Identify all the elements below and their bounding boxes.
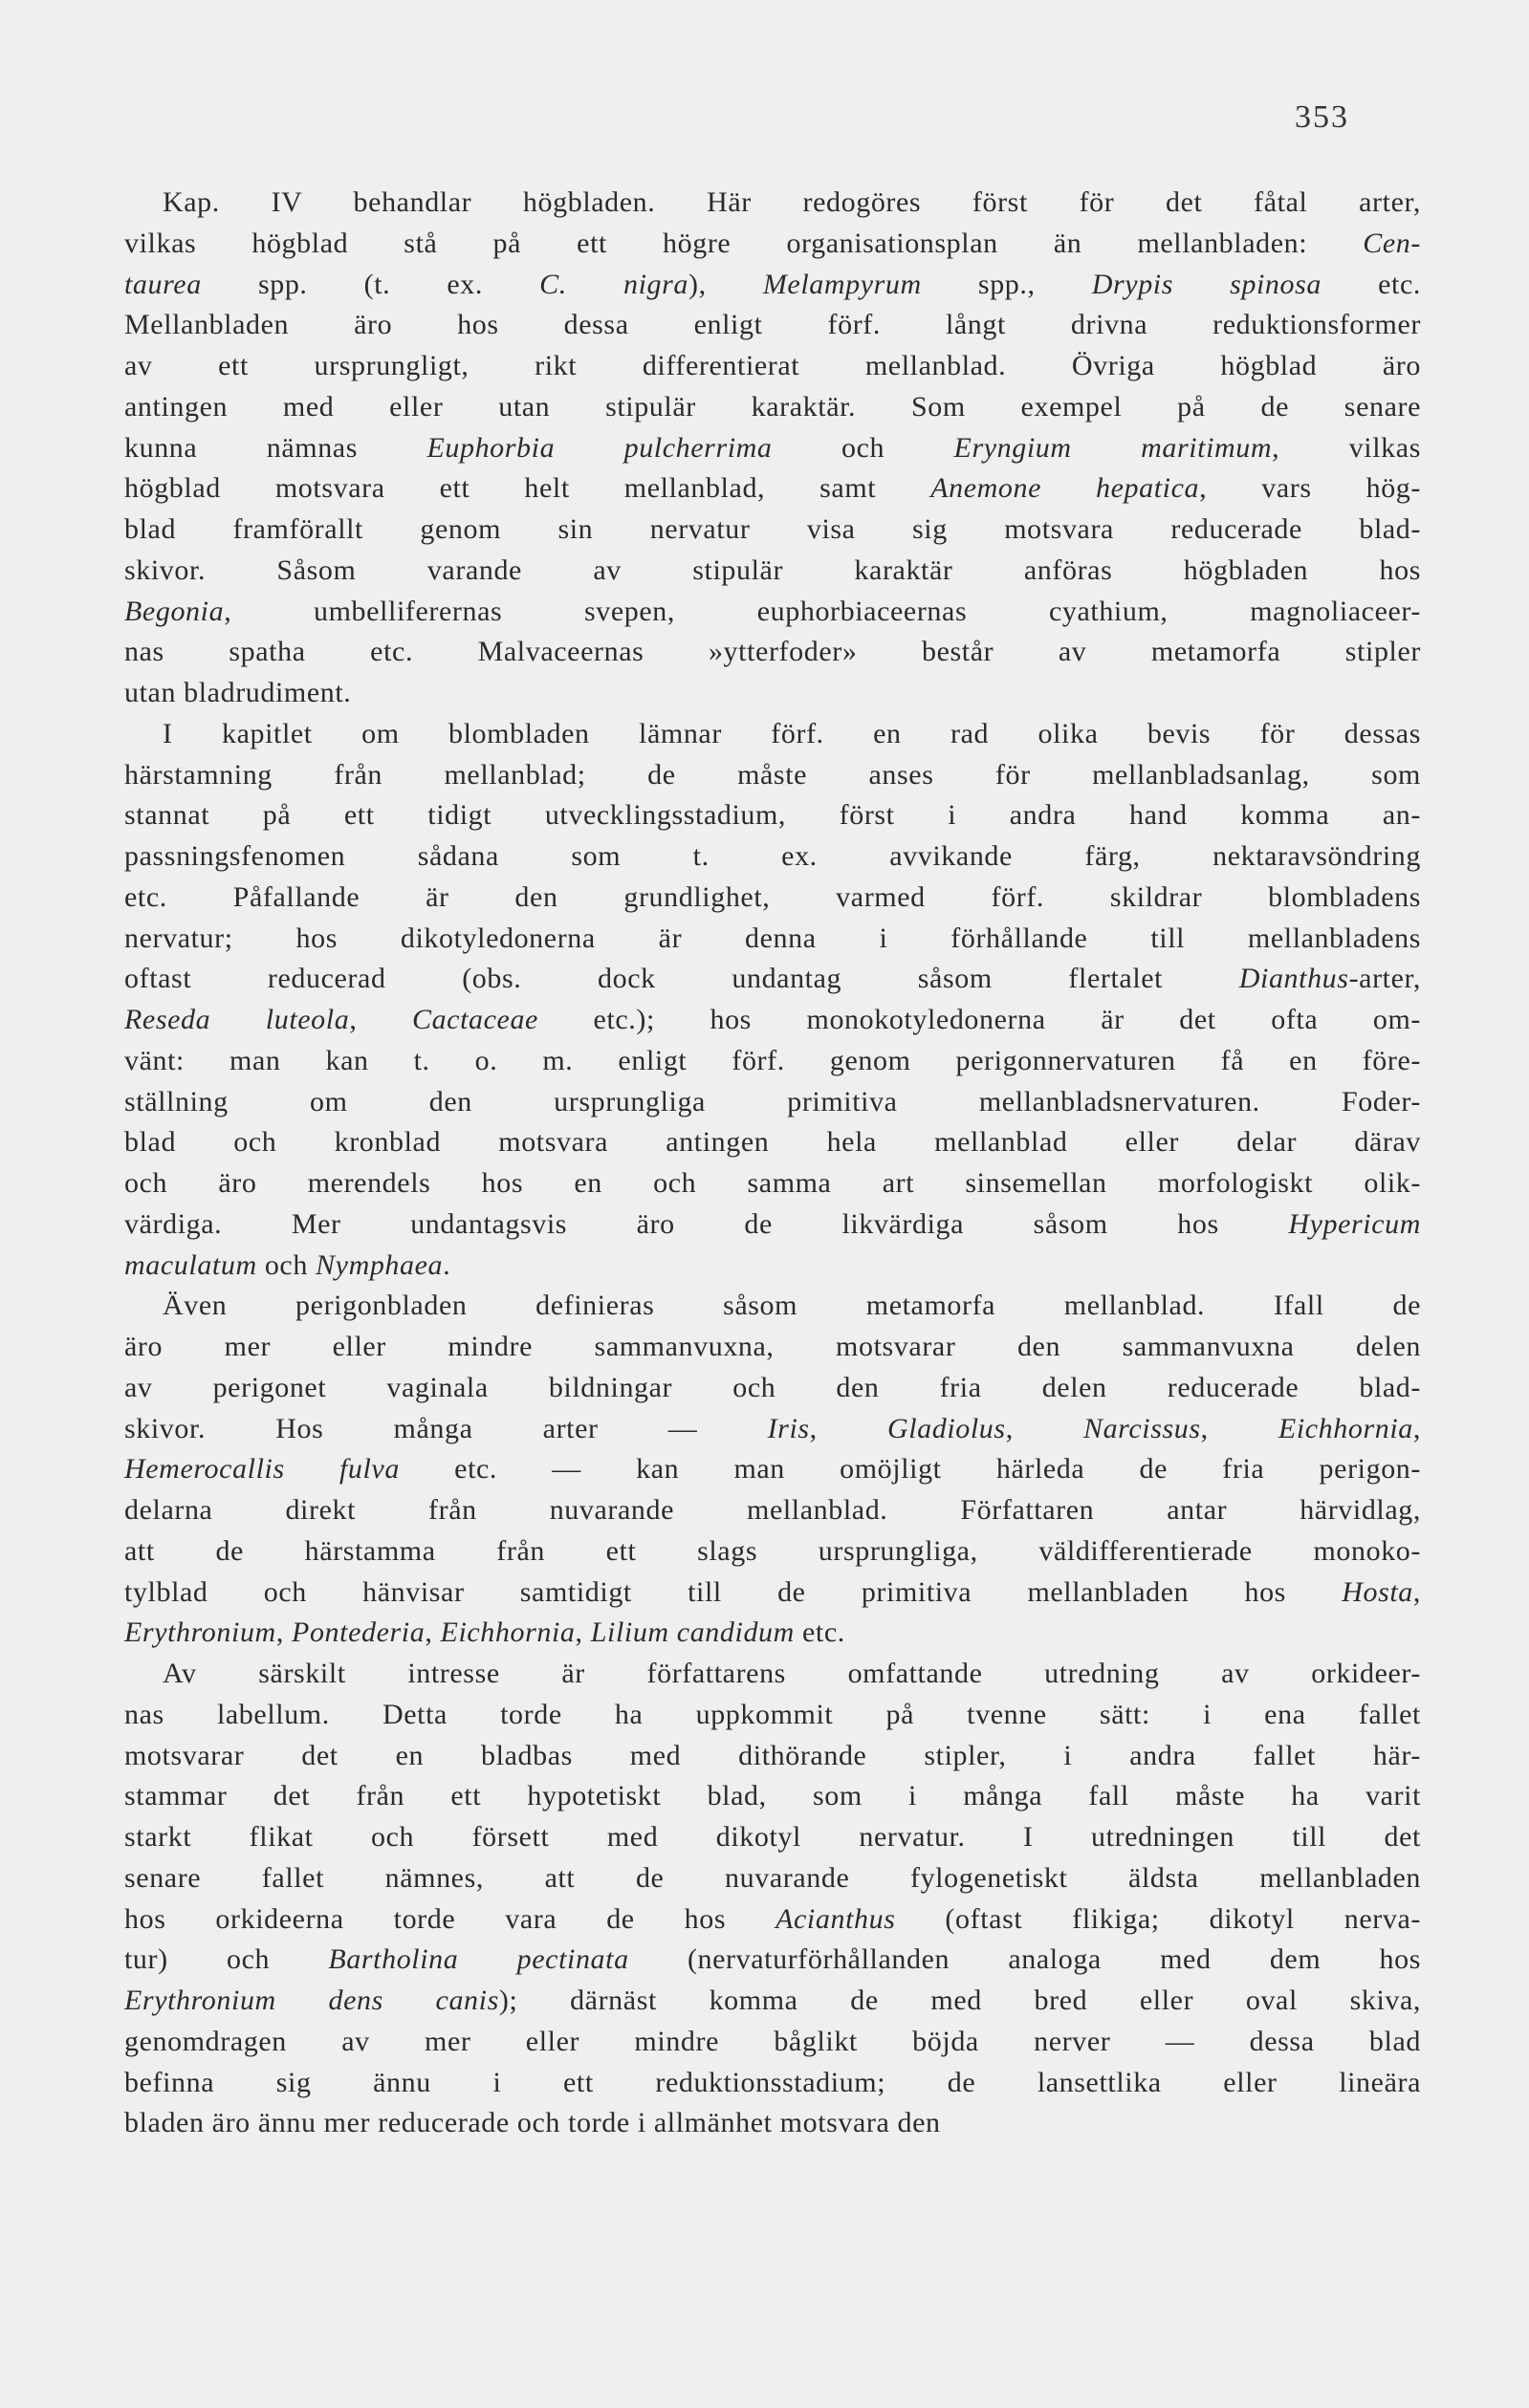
italic-text: Eichhornia xyxy=(440,1616,576,1649)
text-run: , xyxy=(1412,1575,1421,1608)
text-run: antingen med eller utan stipulär karaktär. Som exempel på de senare xyxy=(124,390,1421,423)
text-line xyxy=(124,1000,1421,1041)
text-run: högblad motsvara ett helt mellanblad, samt xyxy=(124,472,931,505)
text-line xyxy=(124,1449,1421,1490)
text-run: , vilkas xyxy=(1272,431,1421,464)
text-run: Kap. IV behandlar högbladen. Här redogöres först för det fåtal arter, xyxy=(163,186,1421,218)
text-line xyxy=(124,1695,1421,1736)
text-run: genomdragen av mer eller mindre båglikt böjda nerver — dessa blad xyxy=(124,2025,1421,2057)
italic-text: Cactaceae xyxy=(411,1004,538,1035)
italic-text: Melampyrum xyxy=(762,268,922,300)
text-line xyxy=(124,1858,1421,1899)
text-line xyxy=(124,795,1421,836)
text-run: starkt flikat och försett med dikotyl nervatur. I utredningen till det xyxy=(124,1821,1421,1853)
italic-text: Hosta xyxy=(1342,1575,1413,1608)
text-run: , xyxy=(1412,1412,1422,1444)
text-run: ); därnäst komma de med bred eller oval skiva, xyxy=(498,1985,1421,2016)
text-run: utan bladrudiment. xyxy=(124,677,352,708)
italic-text: Erythronium xyxy=(124,1616,276,1649)
text-run: och xyxy=(256,1248,317,1281)
text-run: värdiga. Mer undantagsvis äro de likvärdiga såsom hos xyxy=(124,1207,1289,1240)
text-line xyxy=(124,2063,1421,2104)
italic-text: C. nigra xyxy=(539,268,688,300)
text-run: bladen äro ännu mer reducerade och torde i allmänhet motsvara den xyxy=(124,2107,941,2139)
text-run: ställning om den ursprungliga primitiva mellanbladsnervaturen. Foder- xyxy=(124,1085,1421,1117)
text-line xyxy=(124,755,1421,796)
text-line xyxy=(124,632,1421,673)
italic-text: Begonia xyxy=(124,595,225,627)
text-line xyxy=(124,224,1421,265)
italic-text: Hypericum xyxy=(1288,1207,1421,1240)
text-line xyxy=(124,1940,1421,1981)
text-run: delarna direkt från nuvarande mellanblad. Författaren antar härvidlag, xyxy=(124,1494,1421,1526)
italic-text: Hemerocallis fulva xyxy=(124,1453,400,1486)
italic-text: Eryngium maritimum xyxy=(953,431,1273,464)
text-run: , xyxy=(425,1616,441,1649)
text-run: nas labellum. Detta torde ha uppkommit på tvenne sätt: i ena fallet xyxy=(124,1698,1421,1730)
text-line xyxy=(124,2022,1421,2063)
italic-text: Iris xyxy=(767,1412,810,1444)
text-run: blad framförallt genom sin nervatur visa sig motsvara reducerade blad- xyxy=(124,513,1421,545)
text-run: , xyxy=(1005,1412,1083,1444)
text-line xyxy=(124,1041,1421,1082)
text-run: äro mer eller mindre sammanvuxna, motsvarar den sammanvuxna delen xyxy=(124,1331,1421,1362)
text-line xyxy=(124,1082,1421,1123)
text-line xyxy=(124,1327,1421,1368)
text-run: nervatur; hos dikotyledonerna är denna i förhållande till mellanbladens xyxy=(124,922,1421,954)
text-run: I kapitlet om blombladen lämnar förf. en rad olika bevis för dessas xyxy=(163,717,1421,749)
text-run: befinna sig ännu i ett reduktionsstadium; de lansettlika eller lineära xyxy=(124,2066,1421,2098)
text-run: av ett ursprungligt, rikt differentierat mellanblad. Övriga högblad äro xyxy=(124,350,1421,381)
italic-text: maculatum xyxy=(124,1248,257,1281)
page-number: 353 xyxy=(1295,99,1349,135)
italic-text: Gladiolus xyxy=(886,1412,1006,1444)
text-run: tur) och xyxy=(124,1943,329,1976)
italic-text: Acianthus xyxy=(775,1902,896,1935)
text-line xyxy=(124,1817,1421,1858)
text-line xyxy=(124,468,1421,510)
italic-text: Reseda luteola xyxy=(124,1004,350,1035)
text-run: och xyxy=(772,431,954,464)
text-run: , xyxy=(349,1004,412,1035)
text-run: etc. Påfallande är den grundlighet, varmed förf. skildrar blombladens xyxy=(124,880,1421,913)
text-line xyxy=(124,1204,1421,1246)
text-run: , umbelliferernas svepen, euphorbiaceernas cyathium, magnoliaceer- xyxy=(224,595,1421,627)
text-line xyxy=(124,592,1421,633)
text-run: och äro merendels hos en och samma art sinsemellan morfologiskt olik- xyxy=(124,1167,1421,1199)
text-run: , xyxy=(809,1412,887,1444)
text-run: härstamning från mellanblad; de måste anses för mellanbladsanlag, som xyxy=(124,758,1421,791)
text-run: hos orkideerna torde vara de hos xyxy=(124,1902,776,1935)
text-line xyxy=(124,1490,1421,1531)
italic-text: Erythronium dens canis xyxy=(124,1985,499,2016)
paragraph xyxy=(124,1654,1421,2144)
text-line xyxy=(124,265,1421,306)
text-run: senare fallet nämnes, att de nuvarande fylogenetiskt äldsta mellanbladen xyxy=(124,1861,1421,1894)
paragraph xyxy=(124,183,1421,714)
text-run: vänt: man kan t. o. m. enligt förf. genom perigonnervaturen få en före- xyxy=(124,1044,1421,1076)
text-line xyxy=(124,1246,1421,1287)
text-run: av perigonet vaginala bildningar och den fria delen reducerade blad- xyxy=(124,1371,1421,1403)
text-run: skivor. Såsom varande av stipulär karaktär anföras högbladen hos xyxy=(124,553,1421,586)
text-run: tylblad och hänvisar samtidigt till de primitiva mellanbladen hos xyxy=(124,1575,1343,1608)
text-run: etc. — kan man omöjligt härleda de fria perigon- xyxy=(399,1453,1421,1486)
text-line xyxy=(124,836,1421,878)
text-line xyxy=(124,1122,1421,1163)
text-run: Mellanbladen äro hos dessa enligt förf. långt drivna reduktionsformer xyxy=(124,309,1421,341)
text-run: motsvarar det en bladbas med dithörande stipler, i andra fallet här- xyxy=(124,1739,1421,1771)
text-run: , vars hög- xyxy=(1199,472,1421,505)
italic-text: Lilium candidum xyxy=(590,1616,795,1649)
text-line xyxy=(124,183,1421,224)
body-text xyxy=(124,183,1421,2144)
text-run: , xyxy=(275,1616,293,1649)
text-run: . xyxy=(443,1248,451,1281)
text-line xyxy=(124,428,1421,469)
text-line xyxy=(124,714,1421,755)
text-run: stammar det från ett hypotetiskt blad, som i många fall måste ha varit xyxy=(124,1780,1421,1812)
text-run: oftast reducerad (obs. dock undantag såsom flertalet xyxy=(124,963,1239,995)
text-run: Även perigonbladen definieras såsom metamorfa mellanblad. Ifall de xyxy=(163,1290,1421,1322)
text-line xyxy=(124,346,1421,387)
text-line xyxy=(124,551,1421,592)
text-run: spp. (t. ex. xyxy=(201,268,540,300)
italic-text: taurea xyxy=(124,268,202,300)
text-run: ), xyxy=(688,268,763,300)
text-line xyxy=(124,1736,1421,1777)
paragraph xyxy=(124,1286,1421,1654)
text-line xyxy=(124,1409,1421,1450)
text-run: , xyxy=(575,1616,591,1649)
text-line xyxy=(124,1286,1421,1327)
text-run: etc. xyxy=(1321,268,1422,300)
text-run: etc.); hos monokotyledonerna är det ofta om- xyxy=(537,1004,1421,1035)
text-line xyxy=(124,1899,1421,1941)
text-run: spp., xyxy=(921,268,1092,300)
italic-text: Eichhornia xyxy=(1278,1412,1413,1444)
paragraph xyxy=(124,714,1421,1287)
text-line xyxy=(124,305,1421,346)
text-line xyxy=(124,387,1421,428)
text-run: etc. xyxy=(794,1616,845,1649)
text-run: -arter, xyxy=(1348,963,1421,995)
text-run: nas spatha etc. Malvaceernas »ytterfoder» består av metamorfa stipler xyxy=(124,636,1421,668)
text-run: att de härstamma från ett slags ursprungliga, väldifferentierade monoko- xyxy=(124,1534,1421,1567)
italic-text: Dianthus xyxy=(1238,963,1349,995)
text-run: (nervaturförhållanden analoga med dem hos xyxy=(628,1943,1422,1976)
text-line xyxy=(124,1981,1421,2022)
italic-text: Nymphaea xyxy=(316,1248,444,1281)
text-run: kunna nämnas xyxy=(124,431,427,464)
text-line xyxy=(124,1776,1421,1817)
text-line xyxy=(124,1654,1421,1695)
text-run: Av särskilt intresse är författarens omfattande utredning av orkideer- xyxy=(163,1658,1421,1689)
text-run: blad och kronblad motsvara antingen hela mellanblad eller delar därav xyxy=(124,1126,1421,1159)
text-line xyxy=(124,1163,1421,1204)
italic-text: Drypis spinosa xyxy=(1091,268,1322,300)
text-line xyxy=(124,878,1421,919)
text-run: vilkas högblad stå på ett högre organisationsplan än mellanbladen: xyxy=(124,227,1364,259)
italic-text: Pontederia xyxy=(292,1616,426,1649)
text-line xyxy=(124,1573,1421,1614)
italic-text: Euphorbia pulcherrima xyxy=(426,431,773,464)
italic-text: Anemone hepatica xyxy=(930,472,1200,505)
text-line xyxy=(124,1531,1421,1573)
text-run: skivor. Hos många arter — xyxy=(124,1412,768,1444)
text-line xyxy=(124,673,1421,714)
italic-text: Cen- xyxy=(1363,227,1421,259)
italic-text: Bartholina pectinata xyxy=(328,1943,629,1976)
text-line xyxy=(124,1368,1421,1409)
text-run: passningsfenomen sådana som t. ex. avvikande färg, nektaravsöndring xyxy=(124,840,1421,872)
text-line xyxy=(124,959,1421,1000)
text-line xyxy=(124,510,1421,551)
text-run: stannat på ett tidigt utvecklingsstadium, först i andra hand komma an- xyxy=(124,799,1421,832)
text-line xyxy=(124,919,1421,960)
text-run: , xyxy=(1200,1412,1278,1444)
text-run: (oftast flikiga; dikotyl nerva- xyxy=(895,1902,1421,1935)
text-line xyxy=(124,2103,1421,2144)
text-line xyxy=(124,1613,1421,1654)
italic-text: Narcissus xyxy=(1082,1412,1201,1444)
